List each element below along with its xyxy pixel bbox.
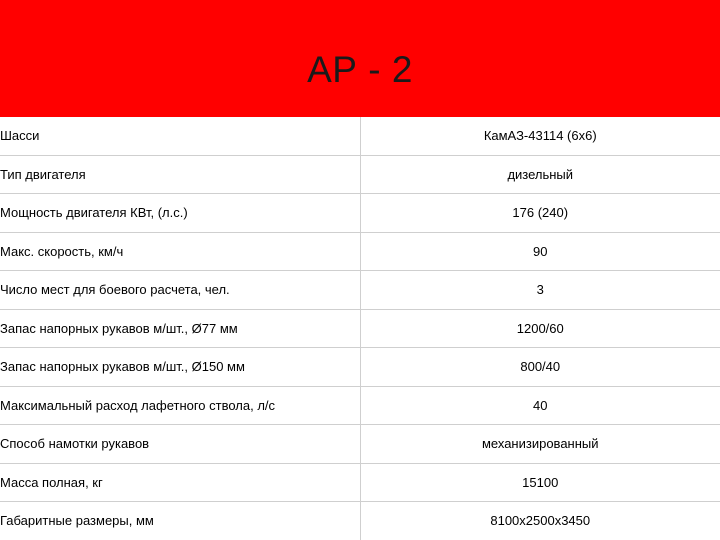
spec-value: 90 xyxy=(360,232,720,271)
slide-title: АР - 2 xyxy=(307,49,413,90)
spec-name: Макс. скорость, км/ч xyxy=(0,232,360,271)
table-row xyxy=(0,271,720,310)
spec-table xyxy=(0,117,720,540)
table-row xyxy=(0,348,720,387)
spec-name: Число мест для боевого расчета, чел. xyxy=(0,271,360,310)
spec-value: 176 (240) xyxy=(360,194,720,233)
spec-name: Запас напорных рукавов м/шт., Ø150 мм xyxy=(0,348,360,387)
spec-name: Габаритные размеры, мм xyxy=(0,513,154,529)
spec-name: Масса полная, кг xyxy=(0,463,360,502)
spec-value: 800/40 xyxy=(360,348,720,387)
spec-name: Способ намотки рукавов xyxy=(0,425,360,464)
spec-name: Максимальный расход лафетного ствола, л/с xyxy=(0,386,360,425)
spec-name: Запас напорных рукавов м/шт., Ø77 мм xyxy=(0,309,360,348)
spec-value: КамАЗ-43114 (6х6) xyxy=(360,117,720,155)
table-row xyxy=(0,386,720,425)
spec-value: 15100 xyxy=(360,463,720,502)
spec-value: 3 xyxy=(360,271,720,310)
spec-value: 40 xyxy=(360,386,720,425)
spec-value: дизельный xyxy=(360,155,720,194)
table-row xyxy=(0,463,720,502)
table-row xyxy=(0,232,720,271)
table-row xyxy=(0,194,720,233)
table-row xyxy=(0,502,720,540)
table-row xyxy=(0,425,720,464)
spec-name: Шасси xyxy=(0,117,360,155)
table-row xyxy=(0,155,720,194)
spec-value: механизированный xyxy=(360,425,720,464)
spec-name: Тип двигателя xyxy=(0,155,360,194)
table-row xyxy=(0,309,720,348)
table-row xyxy=(0,117,720,155)
spec-name: Мощность двигателя КВт, (л.с.) xyxy=(0,194,360,233)
spec-value: 1200/60 xyxy=(360,309,720,348)
title-band xyxy=(0,0,720,117)
spec-value: 8100х2500х3450 xyxy=(360,502,720,540)
